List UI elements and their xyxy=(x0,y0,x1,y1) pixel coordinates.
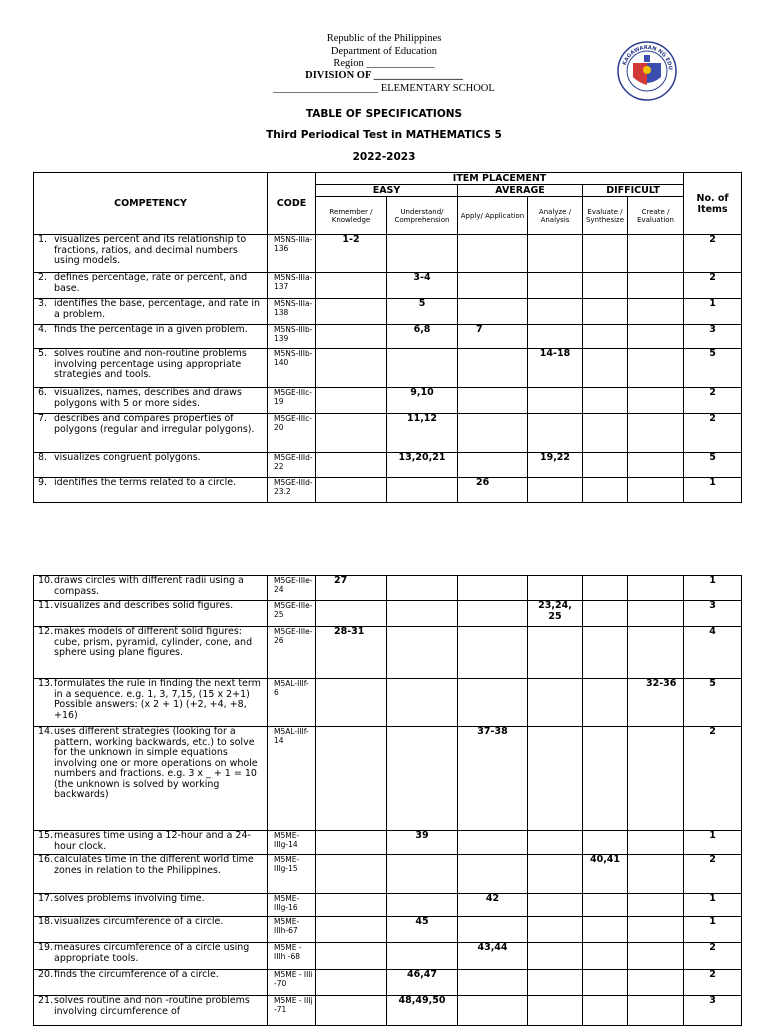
evaluate-cell xyxy=(583,325,628,349)
competency-number: 12. xyxy=(38,626,54,637)
department-line: Department of Education xyxy=(330,46,438,57)
competency-cell xyxy=(34,478,268,503)
republic-line: Republic of the Philippines xyxy=(326,33,442,44)
analyze-cell: 19,22 xyxy=(528,453,583,478)
competency-cell xyxy=(34,299,268,325)
competency-cell xyxy=(34,601,268,627)
understand-cell xyxy=(387,855,458,894)
competency-cell xyxy=(34,917,268,943)
competency-text: measures time using a 12-hour and a 24-hour clock. xyxy=(54,830,251,852)
create-cell xyxy=(628,917,684,943)
table-row xyxy=(34,349,742,388)
remember-cell xyxy=(316,478,387,503)
remember-cell xyxy=(316,917,387,943)
evaluate-cell xyxy=(583,943,628,970)
create-cell xyxy=(628,325,684,349)
table-row xyxy=(34,970,742,996)
code-cell: M5NS-IIIb-139 xyxy=(268,325,316,349)
code-cell: M5ME-IIIh-67 xyxy=(268,917,316,943)
apply-cell xyxy=(458,679,528,727)
remember-cell: 1-2 xyxy=(316,235,387,273)
total-items-cell: 1 xyxy=(684,478,742,503)
total-items-cell: 5 xyxy=(684,679,742,727)
code-cell: M5ME - IIIj -71 xyxy=(268,996,316,1026)
create-cell xyxy=(628,831,684,855)
school-year: 2022-2023 xyxy=(352,151,416,163)
evaluate-cell xyxy=(583,679,628,727)
remember-cell: 28-31 xyxy=(316,627,387,679)
analyze-cell xyxy=(528,831,583,855)
competency-text: formulates the rule in finding the next term in a sequence. e.g. 1, 3, 7,15, (15 x 2+1) Possible answers: (x 2 + 1) (+2, +4, +8, +16) xyxy=(54,678,261,721)
competency-cell xyxy=(34,970,268,996)
evaluate-cell xyxy=(583,727,628,831)
competency-number: 2. xyxy=(38,272,48,283)
apply-cell: 37-38 xyxy=(458,727,528,831)
remember-cell xyxy=(316,727,387,831)
competency-cell xyxy=(34,996,268,1026)
code-cell: M5ME-IIIg-16 xyxy=(268,894,316,917)
seal-text: KAGAWARAN NG EDU xyxy=(621,44,674,71)
competency-cell xyxy=(34,627,268,679)
understand-cell: 45 xyxy=(387,917,458,943)
create-cell xyxy=(628,388,684,414)
remember-cell: 27 xyxy=(316,576,387,601)
analyze-cell xyxy=(528,388,583,414)
table-row xyxy=(34,996,742,1026)
create-cell xyxy=(628,601,684,627)
table-row xyxy=(34,727,742,831)
evaluate-cell xyxy=(583,601,628,627)
table-row xyxy=(34,601,742,627)
evaluate-cell xyxy=(583,894,628,917)
competency-cell xyxy=(34,894,268,917)
competency-number: 5. xyxy=(38,348,48,359)
evaluate-cell xyxy=(583,478,628,503)
deped-seal-logo xyxy=(617,41,677,101)
competency-cell xyxy=(34,679,268,727)
code-cell: M5NS-IIIa-136 xyxy=(268,235,316,273)
analyze-cell: 23,24, 25 xyxy=(528,601,583,627)
document-title: TABLE OF SPECIFICATIONS xyxy=(305,108,463,120)
apply-cell: 7 xyxy=(458,325,528,349)
evaluate-cell xyxy=(583,299,628,325)
code-cell: M5ME - IIIh -68 xyxy=(268,943,316,970)
remember-cell xyxy=(316,299,387,325)
remember-cell xyxy=(316,349,387,388)
total-items-cell: 2 xyxy=(684,727,742,831)
competency-text: describes and compares properties of polygons (regular and irregular polygons). xyxy=(54,413,255,435)
total-items-cell: 3 xyxy=(684,996,742,1026)
understand-cell xyxy=(387,727,458,831)
competency-cell xyxy=(34,943,268,970)
analyze-cell xyxy=(528,299,583,325)
create-cell xyxy=(628,235,684,273)
create-cell xyxy=(628,894,684,917)
competency-number: 3. xyxy=(38,298,48,309)
table-row xyxy=(34,388,742,414)
understand-cell xyxy=(387,894,458,917)
code-cell: M5GE-IIIe-24 xyxy=(268,576,316,601)
apply-cell xyxy=(458,235,528,273)
create-cell xyxy=(628,273,684,299)
competency-number: 11. xyxy=(38,600,54,611)
competency-number: 14. xyxy=(38,726,54,737)
create-cell xyxy=(628,478,684,503)
code-cell: M5GE-IIIc-20 xyxy=(268,414,316,453)
analyze-cell xyxy=(528,478,583,503)
table-row xyxy=(34,627,742,679)
understand-header: Understand/ Comprehension xyxy=(387,197,458,235)
evaluate-cell xyxy=(583,917,628,943)
create-cell xyxy=(628,727,684,831)
remember-cell xyxy=(316,943,387,970)
competency-text: calculates time in the different world time zones in relation to the Philippines. xyxy=(54,854,254,876)
apply-cell: 26 xyxy=(458,478,528,503)
create-cell xyxy=(628,943,684,970)
code-cell: M5GE-IIIe-25 xyxy=(268,601,316,627)
competency-cell xyxy=(34,273,268,299)
competency-number: 21. xyxy=(38,995,54,1006)
item-placement-header: ITEM PLACEMENT xyxy=(316,173,684,185)
understand-cell xyxy=(387,679,458,727)
analyze-header: Analyze / Analysis xyxy=(528,197,583,235)
code-cell: M5GE-IIIe-26 xyxy=(268,627,316,679)
create-cell xyxy=(628,299,684,325)
specifications-table-part1 xyxy=(33,172,742,503)
understand-cell: 46,47 xyxy=(387,970,458,996)
total-items-cell: 4 xyxy=(684,627,742,679)
competency-number: 17. xyxy=(38,893,54,904)
competency-cell xyxy=(34,325,268,349)
remember-cell xyxy=(316,679,387,727)
competency-number: 20. xyxy=(38,969,54,980)
competency-number: 4. xyxy=(38,324,48,335)
create-cell xyxy=(628,855,684,894)
apply-cell xyxy=(458,601,528,627)
remember-cell xyxy=(316,453,387,478)
evaluate-cell xyxy=(583,970,628,996)
competency-number: 16. xyxy=(38,854,54,865)
analyze-cell xyxy=(528,679,583,727)
analyze-cell xyxy=(528,273,583,299)
total-items-cell: 1 xyxy=(684,299,742,325)
understand-cell: 48,49,50 xyxy=(387,996,458,1026)
competency-text: uses different strategies (looking for a pattern, working backwards, etc.) to solve for the unknown in simple equations involving one or more operations on whole numbers and fractions. e.g. 3 x _ + 1 = 10 (the unknown is solved by working backwards) xyxy=(54,726,258,800)
remember-cell xyxy=(316,414,387,453)
table-row xyxy=(34,576,742,601)
understand-cell: 39 xyxy=(387,831,458,855)
analyze-cell xyxy=(528,576,583,601)
table-row xyxy=(34,325,742,349)
total-items-cell: 2 xyxy=(684,970,742,996)
evaluate-cell xyxy=(583,576,628,601)
competency-number: 8. xyxy=(38,452,48,463)
analyze-cell: 14-18 xyxy=(528,349,583,388)
total-items-cell: 5 xyxy=(684,453,742,478)
evaluate-cell xyxy=(583,388,628,414)
analyze-cell xyxy=(528,855,583,894)
evaluate-cell xyxy=(583,349,628,388)
competency-cell xyxy=(34,235,268,273)
competency-text: visualizes, names, describes and draws polygons with 5 or more sides. xyxy=(54,387,242,409)
code-cell: M5GE-IIIc-19 xyxy=(268,388,316,414)
total-items-cell: 5 xyxy=(684,349,742,388)
remember-cell xyxy=(316,601,387,627)
table-row xyxy=(34,679,742,727)
create-cell xyxy=(628,996,684,1026)
competency-number: 7. xyxy=(38,413,48,424)
remember-cell xyxy=(316,970,387,996)
total-items-cell: 1 xyxy=(684,894,742,917)
understand-cell xyxy=(387,235,458,273)
competency-text: identifies the base, percentage, and rate in a problem. xyxy=(54,298,260,320)
easy-header: EASY xyxy=(316,185,458,197)
total-items-cell: 3 xyxy=(684,601,742,627)
document-subtitle: Third Periodical Test in MATHEMATICS 5 xyxy=(266,129,502,141)
analyze-cell xyxy=(528,414,583,453)
understand-cell: 5 xyxy=(387,299,458,325)
apply-cell xyxy=(458,996,528,1026)
evaluate-cell xyxy=(583,235,628,273)
table-row xyxy=(34,453,742,478)
table-row xyxy=(34,831,742,855)
competency-cell xyxy=(34,831,268,855)
table-row xyxy=(34,299,742,325)
remember-cell xyxy=(316,855,387,894)
evaluate-cell xyxy=(583,273,628,299)
competency-text: defines percentage, rate or percent, and base. xyxy=(54,272,248,294)
competency-text: draws circles with different radii using a compass. xyxy=(54,575,244,597)
create-cell xyxy=(628,349,684,388)
code-cell: M5NS-IIIa-137 xyxy=(268,273,316,299)
table-row xyxy=(34,414,742,453)
code-cell: M5AL-IIIf-14 xyxy=(268,727,316,831)
competency-text: solves routine and non-routine problems involving percentage using appropriate strategies and tools. xyxy=(54,348,247,380)
remember-cell xyxy=(316,996,387,1026)
competency-cell xyxy=(34,855,268,894)
create-cell xyxy=(628,627,684,679)
apply-cell xyxy=(458,917,528,943)
table-row xyxy=(34,273,742,299)
analyze-cell xyxy=(528,235,583,273)
total-items-cell: 2 xyxy=(684,414,742,453)
evaluate-cell xyxy=(583,627,628,679)
competency-text: visualizes and describes solid figures. xyxy=(54,600,234,611)
code-cell: M5ME-IIIg-14 xyxy=(268,831,316,855)
evaluate-cell xyxy=(583,453,628,478)
competency-number: 9. xyxy=(38,477,48,488)
apply-header: Apply/ Application xyxy=(458,197,528,235)
table-row xyxy=(34,235,742,273)
understand-cell xyxy=(387,349,458,388)
code-cell: M5ME-IIIg-15 xyxy=(268,855,316,894)
apply-cell xyxy=(458,388,528,414)
code-cell: M5NS-IIIa-138 xyxy=(268,299,316,325)
code-cell: M5GE-IIId-23.2 xyxy=(268,478,316,503)
competency-cell xyxy=(34,576,268,601)
apply-cell xyxy=(458,855,528,894)
create-cell xyxy=(628,576,684,601)
evaluate-cell: 40,41 xyxy=(583,855,628,894)
competency-header: COMPETENCY xyxy=(34,173,268,235)
analyze-cell xyxy=(528,970,583,996)
competency-number: 10. xyxy=(38,575,54,586)
evaluate-cell xyxy=(583,414,628,453)
school-line: ____________________ ELEMENTARY SCHOOL xyxy=(273,83,495,94)
total-items-cell: 2 xyxy=(684,235,742,273)
code-header: CODE xyxy=(268,173,316,235)
competency-text: visualizes congruent polygons. xyxy=(54,452,201,463)
apply-cell xyxy=(458,349,528,388)
table-row xyxy=(34,943,742,970)
competency-cell xyxy=(34,349,268,388)
understand-cell xyxy=(387,627,458,679)
remember-header: Remember / Knowledge xyxy=(316,197,387,235)
average-header: AVERAGE xyxy=(458,185,583,197)
understand-cell: 3-4 xyxy=(387,273,458,299)
competency-cell xyxy=(34,453,268,478)
create-cell: 32-36 xyxy=(628,679,684,727)
competency-number: 13. xyxy=(38,678,54,689)
evaluate-cell xyxy=(583,831,628,855)
competency-text: measures circumference of a circle using appropriate tools. xyxy=(54,942,250,964)
no-items-header: No. of Items xyxy=(684,173,742,235)
total-items-cell: 3 xyxy=(684,325,742,349)
apply-cell xyxy=(458,576,528,601)
create-header: Create / Evaluation xyxy=(628,197,684,235)
competency-text: visualizes percent and its relationship to fractions, ratios, and decimal numbers using models. xyxy=(54,234,247,266)
apply-cell xyxy=(458,831,528,855)
analyze-cell xyxy=(528,727,583,831)
analyze-cell xyxy=(528,325,583,349)
apply-cell xyxy=(458,453,528,478)
competency-number: 15. xyxy=(38,830,54,841)
apply-cell: 43,44 xyxy=(458,943,528,970)
analyze-cell xyxy=(528,894,583,917)
division-line: DIVISION OF _________________ xyxy=(305,70,463,81)
code-cell: M5AL-IIIf-6 xyxy=(268,679,316,727)
competency-text: visualizes circumference of a circle. xyxy=(54,916,224,927)
difficult-header: DIFFICULT xyxy=(583,185,684,197)
analyze-cell xyxy=(528,996,583,1026)
understand-cell: 6,8 xyxy=(387,325,458,349)
remember-cell xyxy=(316,388,387,414)
region-line: Region _____________ xyxy=(333,58,435,69)
code-cell: M5ME - IIIi -70 xyxy=(268,970,316,996)
remember-cell xyxy=(316,894,387,917)
remember-cell xyxy=(316,831,387,855)
competency-text: solves routine and non -routine problems involving circumference of xyxy=(54,995,250,1017)
competency-text: finds the percentage in a given problem. xyxy=(54,324,248,335)
analyze-cell xyxy=(528,627,583,679)
code-cell: M5GE-IIId-22 xyxy=(268,453,316,478)
understand-cell xyxy=(387,478,458,503)
evaluate-cell xyxy=(583,996,628,1026)
understand-cell: 9,10 xyxy=(387,388,458,414)
total-items-cell: 1 xyxy=(684,576,742,601)
competency-cell xyxy=(34,727,268,831)
total-items-cell: 1 xyxy=(684,917,742,943)
specifications-table-part2 xyxy=(33,575,742,1026)
competency-number: 19. xyxy=(38,942,54,953)
remember-cell xyxy=(316,325,387,349)
total-items-cell: 2 xyxy=(684,855,742,894)
apply-cell xyxy=(458,627,528,679)
competency-cell xyxy=(34,414,268,453)
apply-cell xyxy=(458,970,528,996)
total-items-cell: 1 xyxy=(684,831,742,855)
remember-cell xyxy=(316,273,387,299)
understand-cell xyxy=(387,576,458,601)
competency-text: solves problems involving time. xyxy=(54,893,205,904)
competency-number: 1. xyxy=(38,234,48,245)
table-row xyxy=(34,917,742,943)
competency-text: identifies the terms related to a circle. xyxy=(54,477,237,488)
competency-number: 6. xyxy=(38,387,48,398)
create-cell xyxy=(628,414,684,453)
competency-text: finds the circumference of a circle. xyxy=(54,969,219,980)
total-items-cell: 2 xyxy=(684,273,742,299)
understand-cell xyxy=(387,943,458,970)
create-cell xyxy=(628,970,684,996)
understand-cell: 11,12 xyxy=(387,414,458,453)
competency-number: 18. xyxy=(38,916,54,927)
apply-cell: 42 xyxy=(458,894,528,917)
code-cell: M5NS-IIIb-140 xyxy=(268,349,316,388)
apply-cell xyxy=(458,414,528,453)
total-items-cell: 2 xyxy=(684,388,742,414)
analyze-cell xyxy=(528,917,583,943)
create-cell xyxy=(628,453,684,478)
table-row xyxy=(34,478,742,503)
understand-cell xyxy=(387,601,458,627)
apply-cell xyxy=(458,299,528,325)
competency-text: makes models of different solid figures: cube, prism, pyramid, cylinder, cone, and sphere using plane figures. xyxy=(54,626,253,658)
table-row xyxy=(34,894,742,917)
apply-cell xyxy=(458,273,528,299)
competency-cell xyxy=(34,388,268,414)
evaluate-header: Evaluate / Synthesize xyxy=(583,197,628,235)
total-items-cell: 2 xyxy=(684,943,742,970)
seal-icon xyxy=(617,41,677,101)
understand-cell: 13,20,21 xyxy=(387,453,458,478)
table-row xyxy=(34,855,742,894)
analyze-cell xyxy=(528,943,583,970)
